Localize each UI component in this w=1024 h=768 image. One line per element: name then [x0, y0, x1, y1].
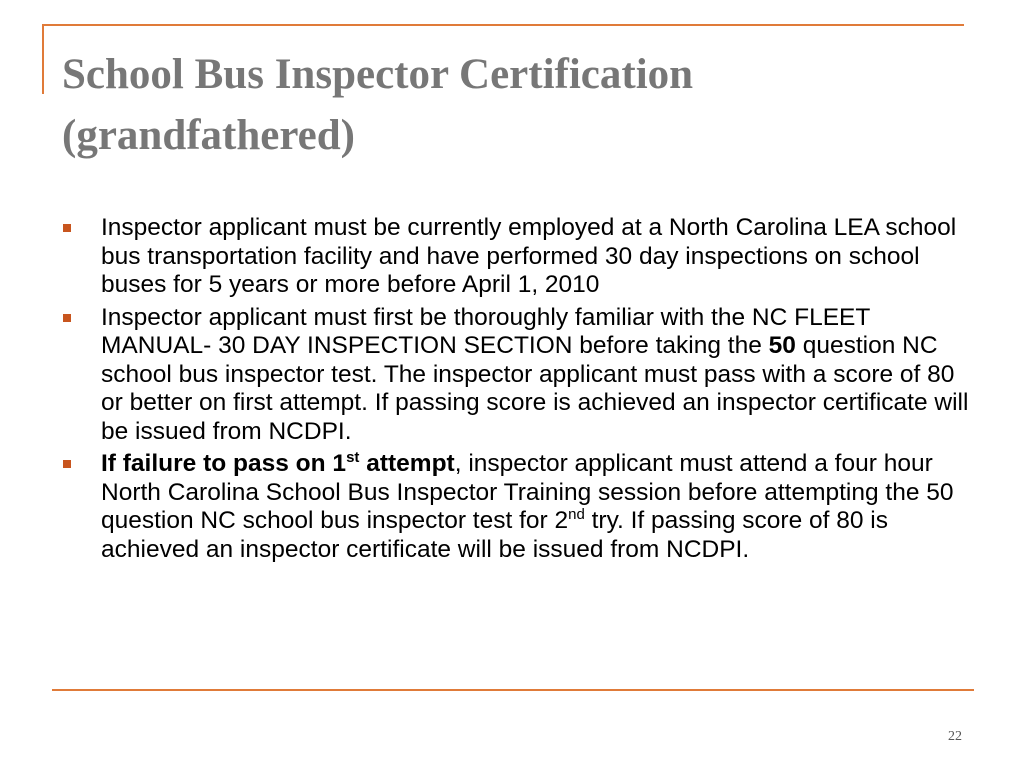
left-rule — [42, 24, 44, 94]
square-bullet-icon — [63, 314, 71, 322]
square-bullet-icon — [63, 460, 71, 468]
bullet-item-2 — [62, 304, 982, 447]
bullet-2-text-part-1: Inspector applicant must first be thoroughly familiar with the NC FLEET MANUAL- 30 DAY INSPECTION SECTION before taking the — [101, 303, 870, 359]
slide-title — [62, 44, 962, 166]
bottom-rule — [52, 689, 974, 691]
bullet-3-bold-part-2: attempt — [359, 450, 455, 477]
bullet-list — [62, 214, 982, 568]
page-number: 22 — [948, 729, 962, 744]
bullet-2-bold-number: 50 — [768, 332, 796, 359]
bullet-3-text-part-2: try. If passing score of 80 is achieved an inspector certificate will be issued from NCDPI. — [101, 507, 888, 563]
bullet-1-text: Inspector applicant must be currently employed at a North Carolina LEA school bus transportation facility and have performed 30 day inspections on school buses for 5 years or more before April 1, 2010 — [101, 214, 957, 298]
top-rule — [42, 24, 964, 26]
bullet-item-3 — [62, 450, 982, 564]
bullet-3-superscript: nd — [568, 506, 585, 523]
bullet-3-bold-superscript: st — [346, 449, 360, 466]
title-line-2: (grandfathered) — [62, 112, 356, 159]
bullet-item-1 — [62, 214, 982, 300]
bullet-3-bold-lead — [101, 450, 455, 477]
bullet-2-text-part-2: question NC school bus inspector test. The inspector applicant must pass with a score of 80 or better on first attempt. If passing score is achieved an inspector certificate will be issued from NCDPI. — [101, 332, 969, 445]
title-line-1: School Bus Inspector Certification — [62, 51, 694, 98]
bullet-3-text-part-1: , inspector applicant must attend a four hour North Carolina School Bus Inspector Training session before attempting the 50 question NC school bus inspector test for 2 — [101, 450, 954, 534]
bullet-3-bold-part-1: If failure to pass on 1 — [101, 450, 347, 477]
square-bullet-icon — [63, 224, 71, 232]
